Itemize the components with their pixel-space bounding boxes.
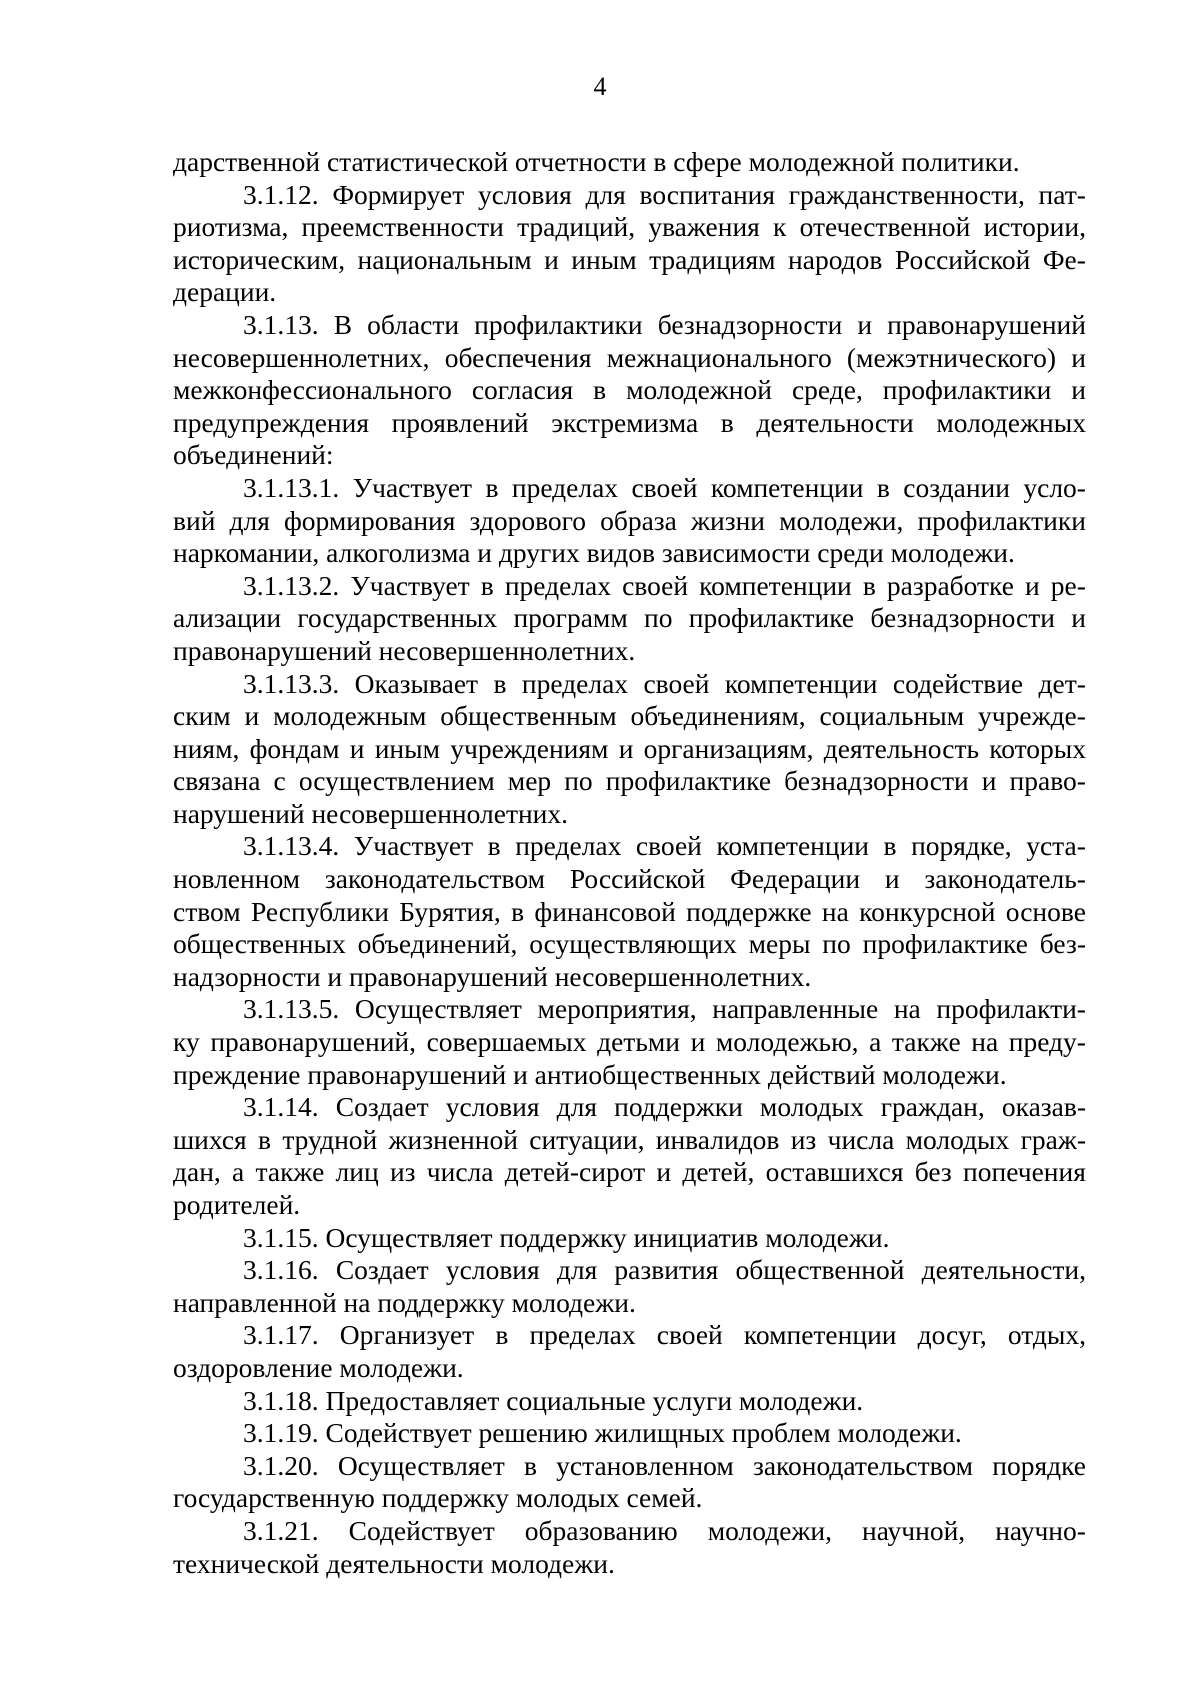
text-line: 3.1.18. Предоставляет социальные услуги молодежи. [243,1384,864,1416]
text-line: 3.1.13.4. Участвует в пределах своей компетенции в порядке, уста- [243,830,1086,862]
text-line: 3.1.19. Содействует решению жилищных проблем молодежи. [243,1417,962,1449]
text-line: новленном законодательством Российской Федерации и законодатель- [173,863,1086,895]
document-body [173,146,1086,1580]
text-line: историческим, национальным и иным традициям народов Российской Фе- [173,243,1086,275]
text-line: 3.1.20. Осуществляет в установленном законодательством порядке [243,1449,1086,1481]
text-line: нарушений несовершеннолетних. [173,797,569,829]
text-line: направленной на поддержку молодежи. [173,1286,636,1318]
text-line: 3.1.12. Формирует условия для воспитания гражданственности, пат- [243,178,1086,210]
text-line: технической деятельности молодежи. [173,1547,615,1579]
text-line: 3.1.13.1. Участвует в пределах своей компетенции в создании усло- [243,471,1086,503]
text-line: шихся в трудной жизненной ситуации, инвалидов из числа молодых граж- [173,1123,1086,1155]
text-line: оздоровление молодежи. [173,1351,464,1383]
text-line: 3.1.15. Осуществляет поддержку инициатив молодежи. [243,1221,890,1253]
text-line: правонарушений несовершеннолетних. [173,634,636,666]
text-line: 3.1.13.5. Осуществляет мероприятия, направленные на профилакти- [243,993,1086,1025]
text-line: межконфессионального согласия в молодежной среде, профилактики и [173,374,1086,406]
text-line: связана с осуществлением мер по профилактике безнадзорности и право- [173,765,1086,797]
text-line: дан, а также лиц из числа детей-сирот и детей, оставшихся без попечения [173,1156,1086,1188]
text-line: общественных объединений, осуществляющих меры по профилактике без- [173,928,1086,960]
text-line: вий для формирования здорового образа жизни молодежи, профилактики [173,504,1086,536]
text-line: предупреждения проявлений экстремизма в деятельности молодежных [173,406,1086,438]
page-number: 4 [593,72,607,101]
text-line: 3.1.13.3. Оказывает в пределах своей компетенции содействие дет- [243,667,1086,699]
text-line: родителей. [173,1189,301,1220]
text-line: 3.1.21. Содействует образованию молодежи, научной, научно- [243,1514,1086,1546]
text-line: 3.1.16. Создает условия для развития общественной деятельности, [243,1254,1086,1286]
text-line: несовершеннолетних, обеспечения межнационального (межэтнического) и [173,341,1086,373]
text-line: объединений: [173,439,334,471]
text-line: риотизма, преемственности традиций, уважения к отечественной истории, [173,211,1086,243]
text-line: 3.1.13.2. Участвует в пределах своей компетенции в разработке и ре- [243,569,1086,601]
text-line: ниям, фондам и иным учреждениям и организациям, деятельность которых [173,732,1086,764]
text-line: государственную поддержку молодых семей. [173,1482,703,1514]
text-line: 3.1.17. Организует в пределах своей компетенции досуг, отдых, [243,1319,1086,1351]
text-line: ализации государственных программ по профилактике безнадзорности и [173,602,1086,634]
text-line: 3.1.14. Создает условия для поддержки молодых граждан, оказав- [243,1091,1086,1123]
text-line: ку правонарушений, совершаемых детьми и молодежью, а также на преду- [173,1026,1086,1058]
text-line: преждение правонарушений и антиобщественных действий молодежи. [173,1058,1007,1090]
text-line: дерации. [173,276,277,308]
text-line: надзорности и правонарушений несовершеннолетних. [173,960,812,992]
text-line: ским и молодежным общественным объединениям, социальным учрежде- [173,700,1086,732]
text-line: дарственной статистической отчетности в сфере молодежной политики. [173,146,1020,177]
text-line: 3.1.13. В области профилактики безнадзорности и правонарушений [243,308,1086,340]
text-line: ством Республики Бурятия, в финансовой поддержке на конкурсной основе [173,895,1086,927]
text-line: наркомании, алкоголизма и других видов зависимости среди молодежи. [173,537,1015,569]
